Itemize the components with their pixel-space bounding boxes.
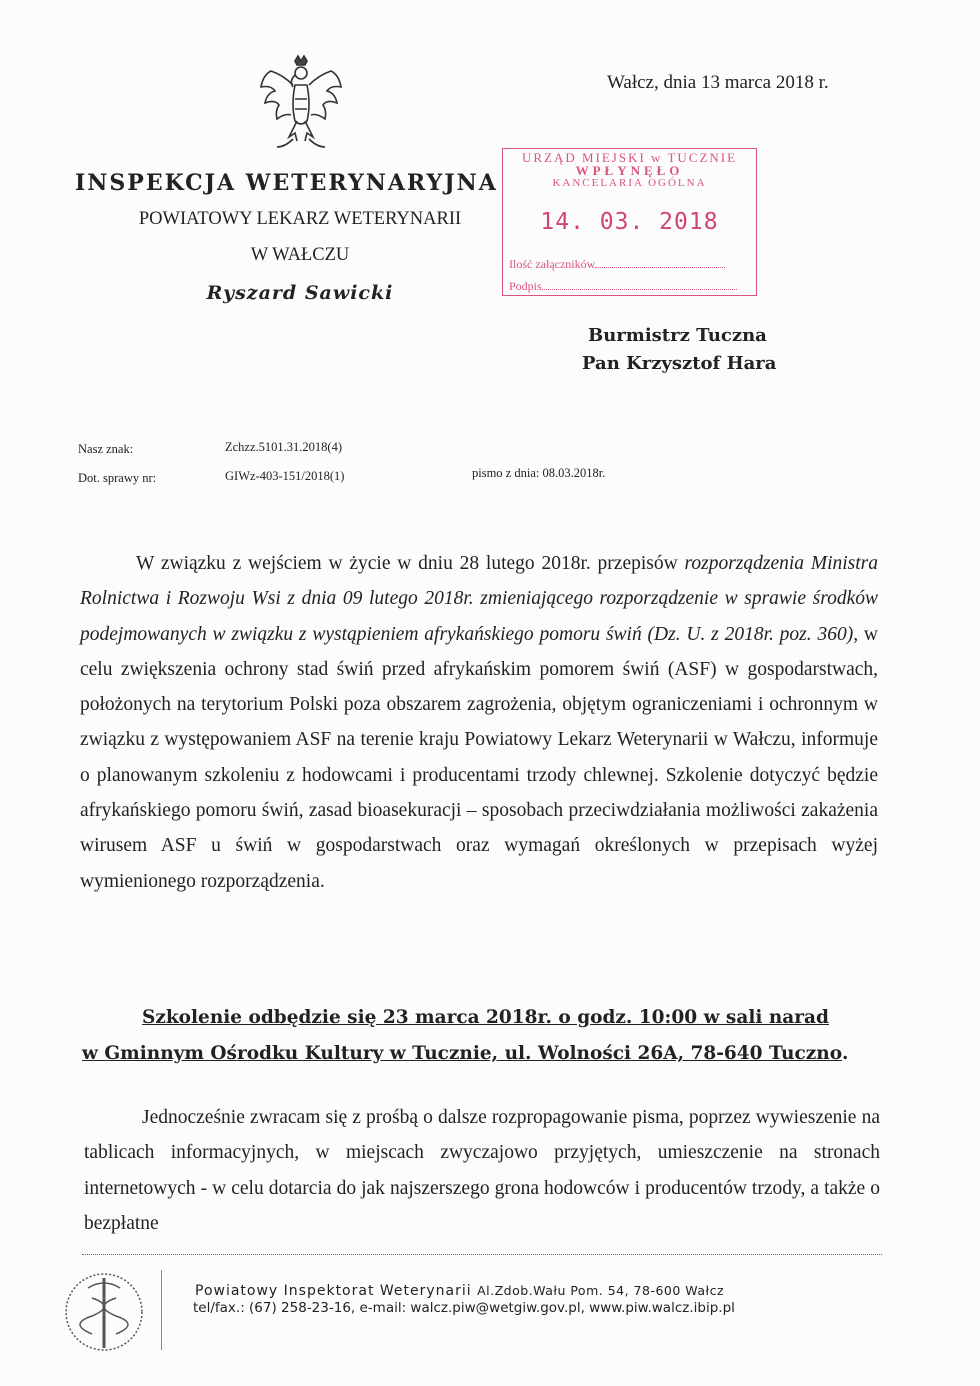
stamp-dotted-line [542,280,737,290]
officer-name: Ryszard Sawicki [206,282,394,304]
polish-eagle-emblem-icon [255,55,347,155]
footer-divider [82,1254,882,1255]
recipient-title: Burmistrz Tuczna [588,325,767,346]
stamp-attachments [509,257,756,272]
stamp-signature [509,279,756,294]
letter-reference-date: pismo z dnia: 08.03.2018r. [472,466,606,480]
our-ref-label: Nasz znak: [78,442,134,456]
letter-date: Wałcz, dnia 13 marca 2018 r. [607,72,829,93]
institution-address: Al.Zdob.Wału Pom. 54, 78-600 Wałcz [477,1283,725,1298]
regulation-citation: rozporządzenia Ministra Rolnictwa i Rozwoju Wsi z dnia 09 lutego 2018r. zmieniającego rozporządzenie w sprawie środków podejmowanych w związku z wystąpieniem afrykańskiego pomoru świń (Dz. U. z 2018r. poz. 360), [80,553,879,645]
notice-line-2: w Gminnym Ośrodku Kultury w Tucznie, ul. Wolności 26A, 78-640 Tuczno [82,1043,843,1064]
organization-name: INSPEKCJA WETERYNARYJNA [75,170,498,196]
body-paragraph-1 [80,546,878,899]
caduceus-logo-icon [58,1270,150,1354]
training-notice [82,1000,872,1072]
paragraph-text: Jednocześnie zwracam się z prośbą o dalsze rozpropagowanie pisma, poprzez wywieszenie na tablicach informacyjnych, w miejscach zwyczajowo przyjętych, umieszczenie na stronach internetowych - w celu dotarcia do jak najszerszego grona hodowców i producentów trzody, a także o bezpłatne [84,1107,880,1234]
stamp-signature-label: Podpis [509,279,542,293]
our-ref-value: Zchzz.5101.31.2018(4) [225,440,342,454]
footer-contact: tel/fax.: (67) 258-23-16, e-mail: walcz.piw@wetgiw.gov.pl, www.piw.walcz.ibip.pl [193,1300,735,1316]
body-paragraph-2 [84,1100,880,1241]
notice-end: . [842,1043,849,1064]
notice-line-1: Szkolenie odbędzie się 23 marca 2018r. o godz. 10:00 w sali narad [142,1007,829,1028]
footer-institution [195,1283,724,1299]
stamp-received: WPŁYNĘŁO [575,163,684,178]
stamp-department: KANCELARIA OGÓLNA [552,177,707,189]
footer-separator [161,1270,162,1350]
stamp-dotted-line [595,258,725,268]
paragraph-text: w celu zwiększenia ochrony stad świń przed afrykańskim pomorem świń (ASF) w gospodarstwach, położonych na terytorium Polski poza obszarem zagrożenia, objętym ograniczeniami i ochronnym w związku z występowaniem ASF na terenie kraju Powiatowy Lekarz Weterynarii w Wałczu, informuje o planowanym szkoleniu z hodowcami i producentami trzody chlewnej. Szkolenie dotyczyć będzie afrykańskiego pomoru świń, zasad bioasekuracji – sposobach przeciwdziałania możliwości zakażenia wirusem ASF u świń w gospodarstwach oraz wymagań określonych w przepisach wyżej wymienionego rozporządzenia. [80,623,878,892]
office-town: W WAŁCZU [250,245,350,265]
recipient-name: Pan Krzysztof Hara [582,353,777,374]
received-stamp [502,148,757,296]
institution-name: Powiatowy Inspektorat Weterynarii [195,1283,472,1299]
stamp-attachments-label: Ilość załączników [509,257,596,271]
case-ref-value: GIWz-403-151/2018(1) [225,469,345,483]
office-title: POWIATOWY LEKARZ WETERYNARII [138,209,462,229]
stamp-office: URZĄD MIEJSKI w TUCZNIE [521,150,738,165]
paragraph-text: W związku z wejściem w życie w dniu 28 lutego 2018r. przepisów [136,553,685,574]
stamp-date: 14. 03. 2018 [540,209,719,235]
case-ref-label: Dot. sprawy nr: [78,471,157,485]
